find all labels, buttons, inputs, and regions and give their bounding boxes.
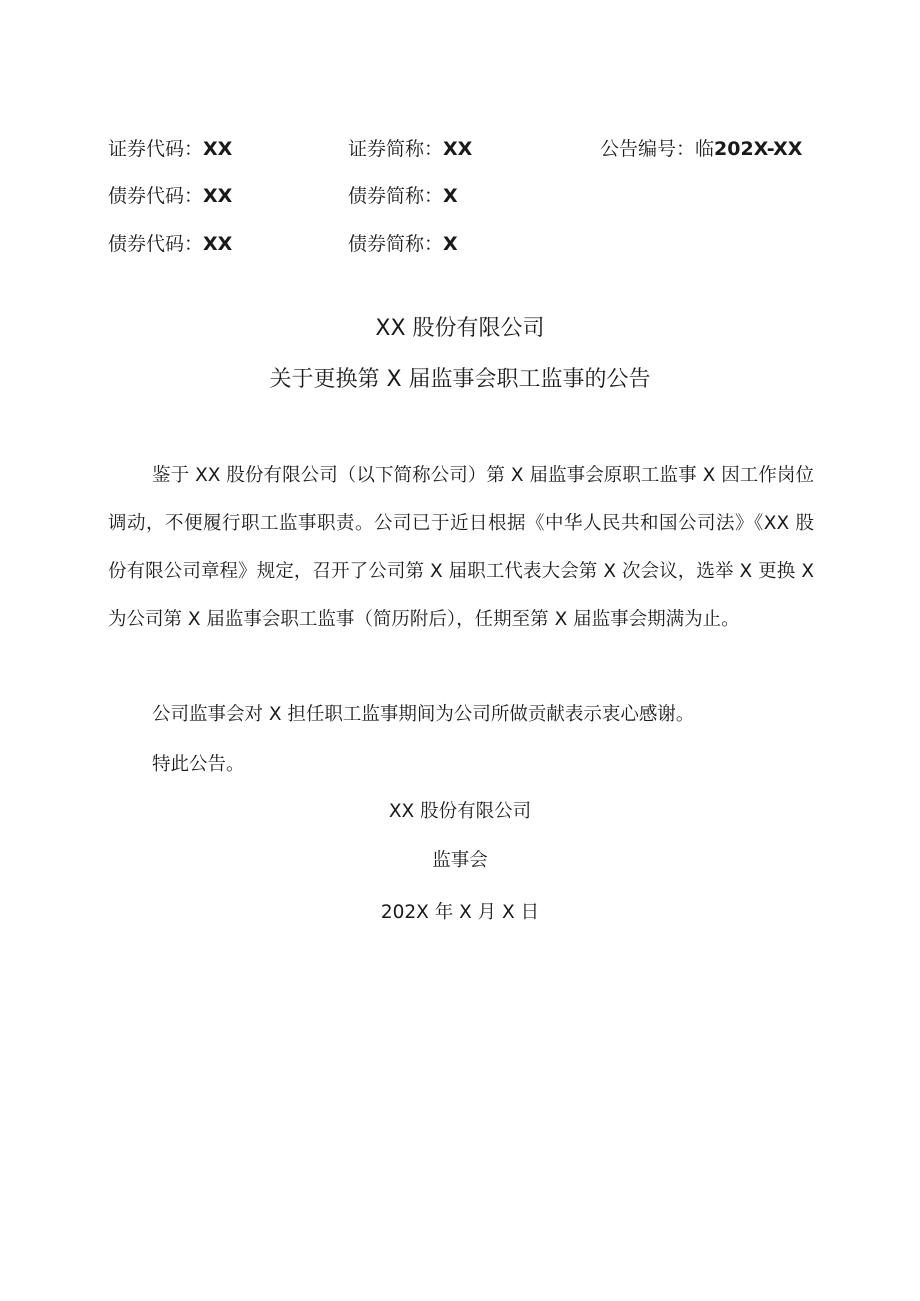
header-row-bond-1 xyxy=(0,181,920,211)
bond-abbr xyxy=(348,181,458,211)
header-row-bond-2 xyxy=(0,229,920,259)
stock-abbr-value: XX xyxy=(443,138,473,160)
bond-code-label: 债券代码： xyxy=(108,185,204,207)
stock-code xyxy=(108,134,232,164)
signature-board: 监事会 xyxy=(432,850,488,871)
announcement-number xyxy=(600,134,802,164)
bond-abbr-label: 债券简称： xyxy=(348,233,444,255)
bond-code-value: XX xyxy=(203,185,233,207)
signature-date: 202X 年 X 月 X 日 xyxy=(380,902,540,923)
header-row-securities xyxy=(0,134,920,164)
bond-abbr xyxy=(348,229,458,259)
bond-abbr-value: X xyxy=(443,185,458,207)
bond-code-label: 债券代码： xyxy=(108,233,204,255)
announcement-number-value: 202X-XX xyxy=(714,138,803,160)
signature-company: XX 股份有限公司 xyxy=(388,801,532,822)
bond-code xyxy=(108,181,232,211)
stock-abbr-label: 证券简称： xyxy=(348,138,444,160)
announcement-number-label: 公告编号：临 xyxy=(600,138,715,160)
stock-code-label: 证券代码： xyxy=(108,138,204,160)
body-paragraph-1: 鉴于 XX 股份有限公司（以下简称公司）第 X 届监事会原职工监事 X 因工作岗位调动，不便履行职工监事职责。公司已于近日根据《中华人民共和国公司法》《XX 股份有限公司章程》规定，召开了公司第 X 届职工代表大会第 X 次会议，选举 X 更换 X 为公司第 X 届监事会职工监事（简历附后），任期至第 X 届监事会期满为止。 xyxy=(108,465,814,630)
title-subject: 关于更换第 X 届监事会职工监事的公告 xyxy=(269,367,651,392)
body-paragraph-2: 公司监事会对 X 担任职工监事期间为公司所做贡献表示衷心感谢。 xyxy=(152,704,695,725)
bond-code-value: XX xyxy=(203,233,233,255)
title-company: XX 股份有限公司 xyxy=(375,316,545,341)
bond-abbr-value: X xyxy=(443,233,458,255)
bond-abbr-label: 债券简称： xyxy=(348,185,444,207)
body-paragraph-3: 特此公告。 xyxy=(152,754,245,775)
stock-abbr xyxy=(348,134,472,164)
stock-code-value: XX xyxy=(203,138,233,160)
bond-code xyxy=(108,229,232,259)
